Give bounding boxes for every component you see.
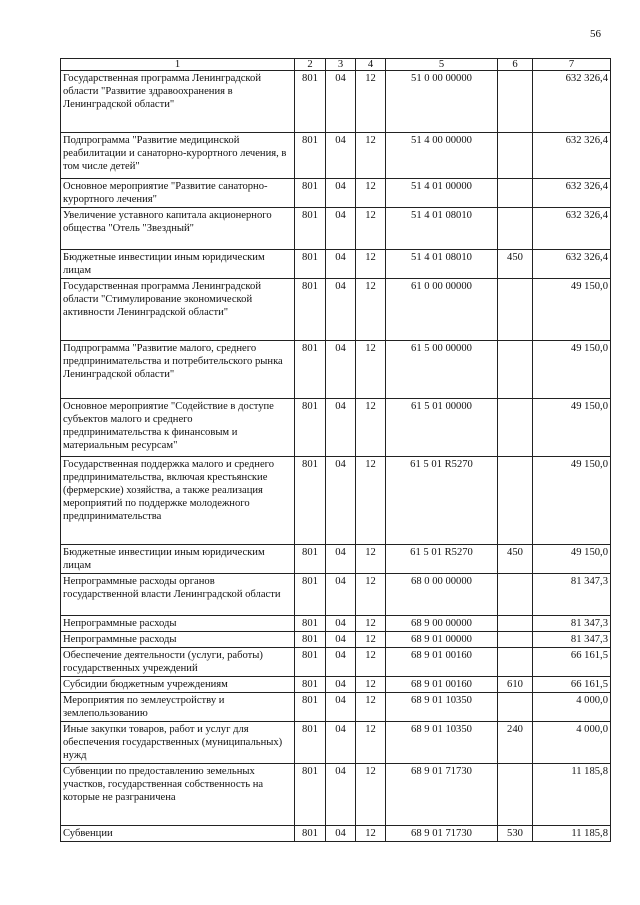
row-target-cell: 61 5 01 R5270: [386, 545, 498, 574]
table-row: [61, 179, 611, 208]
row-subsection-cell: 12: [356, 632, 386, 648]
row-type-cell: [498, 399, 533, 457]
header-col-4: 4: [356, 59, 386, 71]
row-target-cell: 68 9 00 00000: [386, 616, 498, 632]
row-target-cell: 51 4 01 08010: [386, 208, 498, 250]
table-row: [61, 399, 611, 457]
header-col-7: 7: [533, 59, 611, 71]
row-subsection-cell: 12: [356, 399, 386, 457]
row-code-cell: 801: [295, 764, 326, 826]
row-target-cell: 61 5 01 00000: [386, 399, 498, 457]
row-amount-cell: 49 150,0: [533, 545, 611, 574]
header-col-6: 6: [498, 59, 533, 71]
header-row: [61, 59, 611, 71]
row-subsection-cell: 12: [356, 250, 386, 279]
row-code-cell: 801: [295, 208, 326, 250]
row-name-cell: Субсидии бюджетным учреждениям: [61, 677, 295, 693]
row-target-cell: 61 0 00 00000: [386, 279, 498, 341]
table-row: [61, 279, 611, 341]
row-subsection-cell: 12: [356, 179, 386, 208]
page-number: 56: [590, 28, 601, 40]
row-target-cell: 51 4 01 00000: [386, 179, 498, 208]
row-code-cell: 801: [295, 677, 326, 693]
row-amount-cell: 632 326,4: [533, 71, 611, 133]
row-name-cell: Увеличение уставного капитала акционерного общества "Отель "Звездный": [61, 208, 295, 250]
row-section-cell: 04: [326, 208, 356, 250]
table-row: [61, 71, 611, 133]
row-target-cell: 68 9 01 10350: [386, 722, 498, 764]
header-col-1: 1: [61, 59, 295, 71]
row-type-cell: [498, 71, 533, 133]
row-amount-cell: 66 161,5: [533, 677, 611, 693]
row-target-cell: 68 9 01 10350: [386, 693, 498, 722]
row-amount-cell: 66 161,5: [533, 648, 611, 677]
header-col-3: 3: [326, 59, 356, 71]
row-section-cell: 04: [326, 133, 356, 179]
budget-table: [60, 58, 611, 842]
row-name-cell: Субвенции: [61, 826, 295, 842]
row-subsection-cell: 12: [356, 677, 386, 693]
row-code-cell: 801: [295, 133, 326, 179]
row-name-cell: Непрограммные расходы органов государственной власти Ленинградской области: [61, 574, 295, 616]
row-type-cell: [498, 341, 533, 399]
row-target-cell: 51 0 00 00000: [386, 71, 498, 133]
table-row: [61, 826, 611, 842]
row-amount-cell: 49 150,0: [533, 279, 611, 341]
row-target-cell: 68 0 00 00000: [386, 574, 498, 616]
row-section-cell: 04: [326, 179, 356, 208]
row-code-cell: 801: [295, 545, 326, 574]
row-type-cell: [498, 693, 533, 722]
row-amount-cell: 81 347,3: [533, 616, 611, 632]
row-type-cell: [498, 179, 533, 208]
row-code-cell: 801: [295, 826, 326, 842]
row-section-cell: 04: [326, 677, 356, 693]
row-code-cell: 801: [295, 399, 326, 457]
row-code-cell: 801: [295, 574, 326, 616]
row-section-cell: 04: [326, 693, 356, 722]
row-section-cell: 04: [326, 722, 356, 764]
table-row: [61, 545, 611, 574]
row-section-cell: 04: [326, 71, 356, 133]
row-type-cell: [498, 764, 533, 826]
row-subsection-cell: 12: [356, 341, 386, 399]
row-target-cell: 68 9 01 71730: [386, 764, 498, 826]
row-section-cell: 04: [326, 574, 356, 616]
row-name-cell: Государственная программа Ленинградской области "Развитие здравоохранения в Ленинградской области": [61, 71, 295, 133]
row-name-cell: Подпрограмма "Развитие малого, среднего предпринимательства и потребительского рынка Ленинградской области": [61, 341, 295, 399]
table-row: [61, 341, 611, 399]
row-code-cell: 801: [295, 71, 326, 133]
row-section-cell: 04: [326, 545, 356, 574]
row-code-cell: 801: [295, 648, 326, 677]
row-type-cell: 450: [498, 250, 533, 279]
table-row: [61, 208, 611, 250]
table-row: [61, 764, 611, 826]
table-row: [61, 250, 611, 279]
row-subsection-cell: 12: [356, 826, 386, 842]
row-section-cell: 04: [326, 341, 356, 399]
row-target-cell: 61 5 00 00000: [386, 341, 498, 399]
row-code-cell: 801: [295, 693, 326, 722]
row-code-cell: 801: [295, 279, 326, 341]
row-target-cell: 51 4 00 00000: [386, 133, 498, 179]
table-row: [61, 574, 611, 616]
row-code-cell: 801: [295, 632, 326, 648]
row-name-cell: Государственная поддержка малого и среднего предпринимательства, включая крестьянские (фермерские) хозяйства, а также реализация мероприятий по поддержке молодежного предпринимательства: [61, 457, 295, 545]
row-section-cell: 04: [326, 826, 356, 842]
row-subsection-cell: 12: [356, 545, 386, 574]
row-target-cell: 68 9 01 71730: [386, 826, 498, 842]
row-amount-cell: 4 000,0: [533, 722, 611, 764]
row-subsection-cell: 12: [356, 133, 386, 179]
row-subsection-cell: 12: [356, 648, 386, 677]
row-name-cell: Обеспечение деятельности (услуги, работы) государственных учреждений: [61, 648, 295, 677]
row-name-cell: Основное мероприятие "Развитие санаторно-курортного лечения": [61, 179, 295, 208]
row-target-cell: 68 9 01 00160: [386, 677, 498, 693]
table-row: [61, 722, 611, 764]
row-code-cell: 801: [295, 457, 326, 545]
row-name-cell: Мероприятия по землеустройству и землепользованию: [61, 693, 295, 722]
row-target-cell: 61 5 01 R5270: [386, 457, 498, 545]
row-name-cell: Субвенции по предоставлению земельных участков, государственная собственность на которые не разграничена: [61, 764, 295, 826]
row-section-cell: 04: [326, 457, 356, 545]
row-name-cell: Подпрограмма "Развитие медицинской реабилитации и санаторно-курортного лечения, в том числе детей": [61, 133, 295, 179]
row-section-cell: 04: [326, 279, 356, 341]
row-amount-cell: 632 326,4: [533, 208, 611, 250]
row-subsection-cell: 12: [356, 279, 386, 341]
row-amount-cell: 49 150,0: [533, 457, 611, 545]
row-subsection-cell: 12: [356, 71, 386, 133]
row-amount-cell: 11 185,8: [533, 764, 611, 826]
table-row: [61, 457, 611, 545]
row-type-cell: 610: [498, 677, 533, 693]
row-subsection-cell: 12: [356, 457, 386, 545]
row-code-cell: 801: [295, 616, 326, 632]
row-subsection-cell: 12: [356, 764, 386, 826]
row-name-cell: Непрограммные расходы: [61, 632, 295, 648]
row-name-cell: Непрограммные расходы: [61, 616, 295, 632]
table-row: [61, 632, 611, 648]
row-type-cell: [498, 574, 533, 616]
row-type-cell: 240: [498, 722, 533, 764]
row-target-cell: 51 4 01 08010: [386, 250, 498, 279]
row-type-cell: [498, 133, 533, 179]
row-section-cell: 04: [326, 250, 356, 279]
row-type-cell: [498, 616, 533, 632]
row-amount-cell: 81 347,3: [533, 632, 611, 648]
row-name-cell: Иные закупки товаров, работ и услуг для обеспечения государственных (муниципальных) нужд: [61, 722, 295, 764]
row-code-cell: 801: [295, 250, 326, 279]
row-code-cell: 801: [295, 341, 326, 399]
row-amount-cell: 632 326,4: [533, 250, 611, 279]
table-row: [61, 677, 611, 693]
row-type-cell: 450: [498, 545, 533, 574]
row-type-cell: [498, 632, 533, 648]
row-name-cell: Бюджетные инвестиции иным юридическим лицам: [61, 545, 295, 574]
row-subsection-cell: 12: [356, 722, 386, 764]
row-amount-cell: 49 150,0: [533, 399, 611, 457]
row-amount-cell: 632 326,4: [533, 179, 611, 208]
row-subsection-cell: 12: [356, 616, 386, 632]
row-target-cell: 68 9 01 00160: [386, 648, 498, 677]
row-amount-cell: 49 150,0: [533, 341, 611, 399]
row-section-cell: 04: [326, 616, 356, 632]
row-type-cell: [498, 279, 533, 341]
table-body: [61, 71, 611, 842]
row-amount-cell: 11 185,8: [533, 826, 611, 842]
row-subsection-cell: 12: [356, 574, 386, 616]
row-section-cell: 04: [326, 764, 356, 826]
table-row: [61, 133, 611, 179]
row-name-cell: Государственная программа Ленинградской области "Стимулирование экономической активности Ленинградской области": [61, 279, 295, 341]
table-row: [61, 616, 611, 632]
row-type-cell: [498, 208, 533, 250]
row-type-cell: [498, 648, 533, 677]
header-col-2: 2: [295, 59, 326, 71]
row-section-cell: 04: [326, 399, 356, 457]
row-target-cell: 68 9 01 00000: [386, 632, 498, 648]
row-type-cell: [498, 457, 533, 545]
row-section-cell: 04: [326, 648, 356, 677]
row-code-cell: 801: [295, 722, 326, 764]
row-name-cell: Основное мероприятие "Содействие в доступе субъектов малого и среднего предпринимательства к финансовым и материальным ресурсам": [61, 399, 295, 457]
header-col-5: 5: [386, 59, 498, 71]
row-amount-cell: 81 347,3: [533, 574, 611, 616]
row-subsection-cell: 12: [356, 208, 386, 250]
table-row: [61, 648, 611, 677]
row-name-cell: Бюджетные инвестиции иным юридическим лицам: [61, 250, 295, 279]
row-amount-cell: 632 326,4: [533, 133, 611, 179]
row-subsection-cell: 12: [356, 693, 386, 722]
table-row: [61, 693, 611, 722]
row-code-cell: 801: [295, 179, 326, 208]
row-section-cell: 04: [326, 632, 356, 648]
row-type-cell: 530: [498, 826, 533, 842]
row-amount-cell: 4 000,0: [533, 693, 611, 722]
